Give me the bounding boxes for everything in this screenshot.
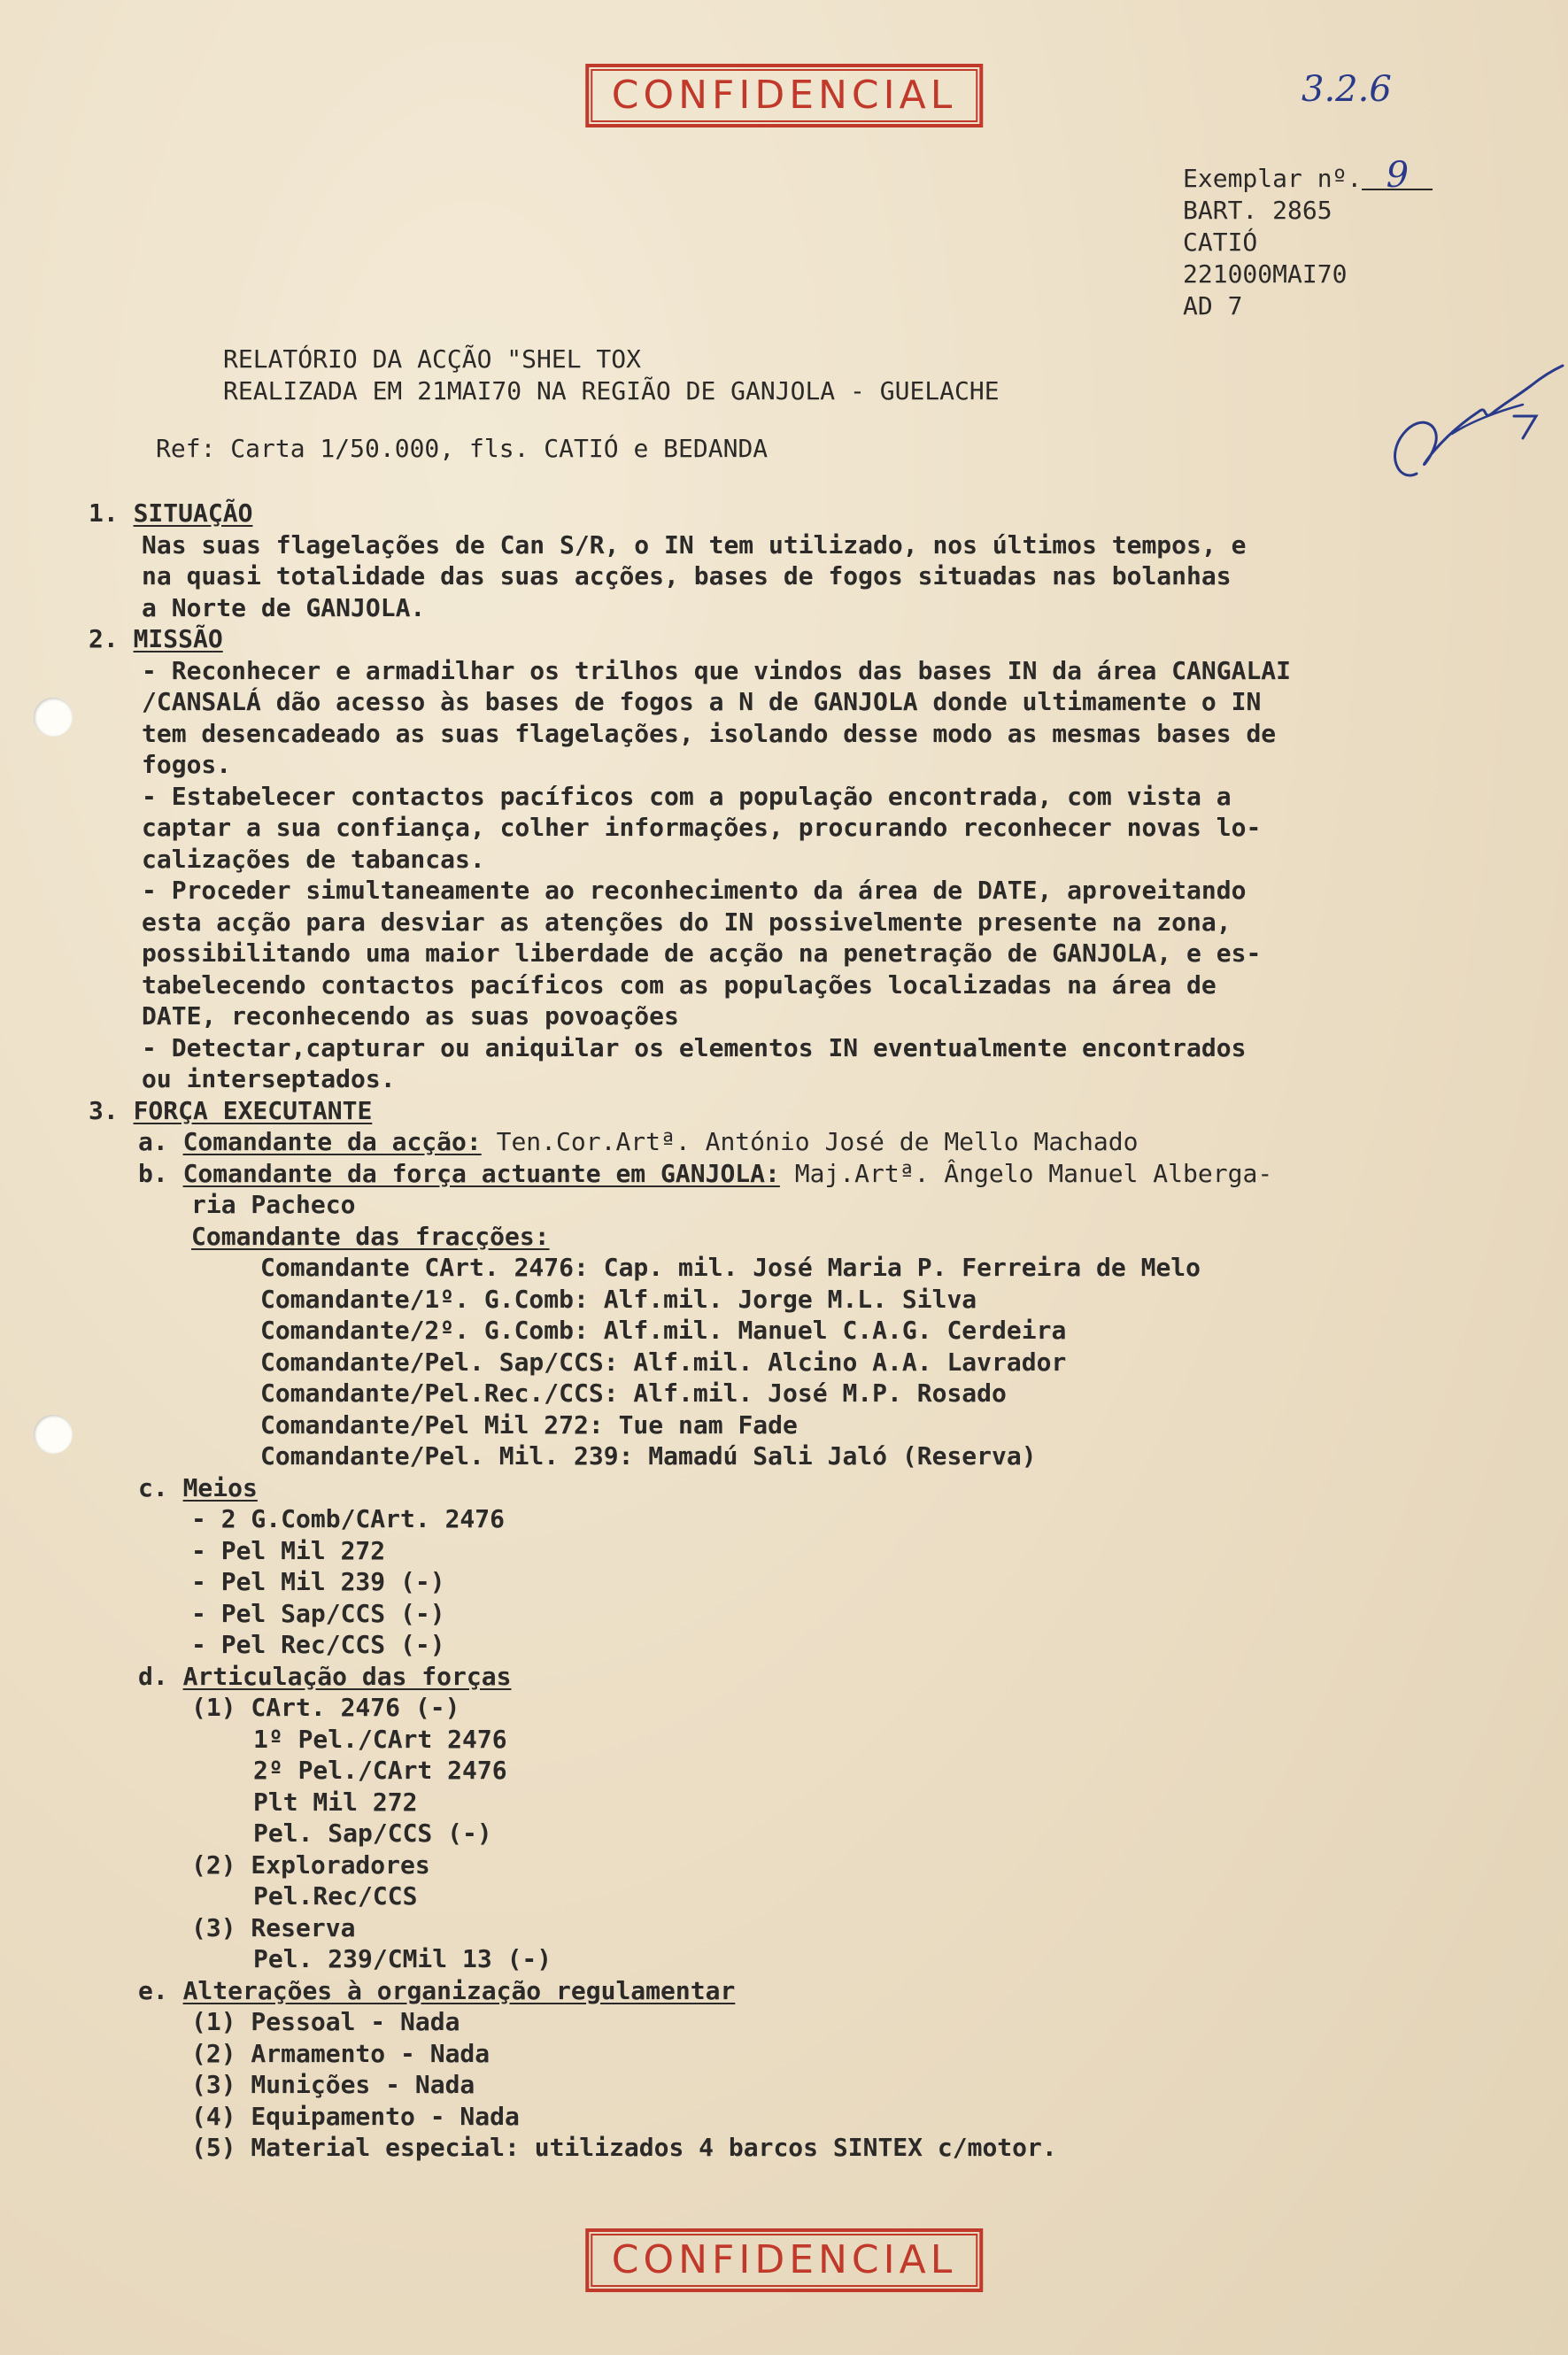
paragraph-line: - Estabelecer contactos pacíficos com a população encontrada, com vista a (142, 781, 1232, 811)
subsection-heading: Articulação das forças (182, 1661, 512, 1691)
subsection-a: a. Comandante da acção: Ten.Cor.Artª. António José de Mello Machado (138, 1127, 1139, 1156)
handwritten-reference: 3.2.6 (1302, 69, 1392, 110)
handwritten-signature (1381, 350, 1567, 491)
paragraph-line: tem desencadeado as suas flagelações, isolando desse modo as mesmas bases de (142, 718, 1277, 748)
title-line: RELATÓRIO DA ACÇÃO "SHEL TOX (223, 344, 642, 374)
section-missao: 2. MISSÃO (89, 624, 223, 653)
list-item: - 2 G.Comb/CArt. 2476 (191, 1504, 506, 1533)
paragraph-line: possibilitando uma maior liberdade de acção na penetração de GANJOLA, e es- (142, 938, 1262, 968)
subsection-heading: Meios (182, 1472, 258, 1502)
paragraph-line: DATE, reconhecendo as suas povoações (142, 1001, 679, 1031)
list-item: - Pel Mil 239 (-) (191, 1567, 445, 1596)
meta-line: CATIÓ (1183, 228, 1258, 257)
punch-hole (34, 698, 73, 737)
subsection-e: e. Alterações à organização regulamentar (138, 1975, 736, 2005)
list-item: - Pel Rec/CCS (-) (191, 1630, 445, 1659)
list-item: (4) Equipamento - Nada (191, 2101, 520, 2131)
paragraph-line: na quasi totalidade das suas acções, bases de fogos situadas nas bolanhas (142, 561, 1232, 591)
list-item: Comandante/Pel. Mil. 239: Mamadú Sali Jaló (Reserva) (260, 1441, 1037, 1471)
paragraph-line: /CANSALÁ dão acesso às bases de fogos a N de GANJOLA donde ultimamente o IN (142, 687, 1262, 716)
subsection-heading: Comandante da acção: (182, 1127, 482, 1156)
list-item: Pel. Sap/CCS (-) (253, 1818, 492, 1848)
section-heading: MISSÃO (133, 624, 223, 653)
section-situacao: 1. SITUAÇÃO (89, 498, 253, 528)
paragraph-line: captar a sua confiança, colher informações, procurando reconhecer novas lo- (142, 813, 1262, 842)
paragraph-line: - Proceder simultaneamente ao reconhecimento da área de DATE, aproveitando (142, 876, 1247, 905)
paragraph-line: ou interseptados. (142, 1064, 396, 1093)
list-item: Comandante/Pel.Rec./CCS: Alf.mil. José M.P. Rosado (260, 1378, 1007, 1408)
list-item: - Pel Sap/CCS (-) (191, 1598, 445, 1628)
map-reference: Ref: Carta 1/50.000, fls. CATIÓ e BEDANDA (156, 434, 769, 463)
report-body (89, 498, 1505, 2164)
paragraph-line: tabelecendo contactos pacíficos com as populações localizadas na área de (142, 969, 1217, 1000)
list-item: 2º Pel./CArt 2476 (253, 1756, 507, 1785)
list-item: Plt Mil 272 (253, 1787, 418, 1817)
subsection-d: d. Articulação das forças (138, 1661, 512, 1691)
subsection-b: b. Comandante da força actuante em GANJOLA: Maj.Artª. Ângelo Manuel Alberga- (138, 1158, 1273, 1188)
document-meta (1183, 155, 1433, 322)
list-item: Comandante/1º. G.Comb: Alf.mil. Jorge M.L. Silva (260, 1284, 977, 1314)
subsection-c: c. Meios (138, 1472, 258, 1502)
meta-line: BART. 2865 (1183, 196, 1332, 225)
punch-hole (34, 1415, 73, 1454)
list-item: (3) Munições - Nada (191, 2070, 475, 2099)
section-heading: FORÇA EXECUTANTE (133, 1095, 373, 1125)
paragraph-line: Nas suas flagelações de Can S/R, o IN tem utilizado, nos últimos tempos, e (142, 529, 1247, 560)
list-item: (5) Material especial: utilizados 4 barcos SINTEX c/motor. (191, 2133, 1057, 2162)
report-title (223, 344, 1000, 407)
section-heading: SITUAÇÃO (133, 498, 253, 528)
exemplar-line: Exemplar nº. 9 (1183, 162, 1433, 195)
paragraph-line: - Detectar,capturar ou aniquilar os elementos IN eventualmente encontrados (142, 1032, 1247, 1062)
list-item: Comandante/2º. G.Comb: Alf.mil. Manuel C.A.G. Cerdeira (260, 1316, 1067, 1345)
paragraph-line: calizações de tabancas. (142, 844, 485, 874)
paragraph-line: - Reconhecer e armadilhar os trilhos que vindos das bases IN da área CANGALAI (142, 655, 1292, 685)
paragraph-line: ria Pacheco (191, 1190, 356, 1219)
subsection-heading: Comandante da força actuante em GANJOLA: (182, 1158, 780, 1188)
section-forca: 3. FORÇA EXECUTANTE (89, 1095, 373, 1125)
paragraph-line: fogos. (142, 750, 232, 779)
list-item: (1) CArt. 2476 (-) (191, 1693, 460, 1722)
list-item: Comandante/Pel. Sap/CCS: Alf.mil. Alcino A.A. Lavrador (260, 1347, 1067, 1377)
list-item: (1) Pessoal - Nada (191, 2007, 460, 2036)
exemplar-number: 9 (1362, 162, 1433, 190)
confidential-stamp-top: CONFIDENCIAL (585, 64, 983, 127)
list-item: Pel.Rec/CCS (253, 1881, 418, 1911)
paragraph-line: esta acção para desviar as atenções do IN possivelmente presente na zona, (142, 907, 1232, 937)
confidential-stamp-bottom: CONFIDENCIAL (585, 2228, 983, 2292)
title-line: REALIZADA EM 21MAI70 NA REGIÃO DE GANJOLA - GUELACHE (223, 376, 1000, 405)
list-item: - Pel Mil 272 (191, 1535, 386, 1565)
list-item: (3) Reserva (191, 1912, 356, 1942)
list-item: (2) Armamento - Nada (191, 2038, 490, 2068)
meta-line: AD 7 (1183, 291, 1243, 320)
fraccoes-heading: Comandante das fracções: (191, 1221, 550, 1251)
list-item: 1º Pel./CArt 2476 (253, 1724, 507, 1754)
subsection-heading: Alterações à organização regulamentar (182, 1975, 736, 2005)
list-item: Comandante/Pel Mil 272: Tue nam Fade (260, 1409, 798, 1440)
list-item: (2) Exploradores (191, 1849, 430, 1880)
paragraph-line: a Norte de GANJOLA. (142, 592, 426, 622)
list-item: Pel. 239/CMil 13 (-) (253, 1944, 552, 1973)
list-item: Comandante CArt. 2476: Cap. mil. José Maria P. Ferreira de Melo (260, 1253, 1201, 1282)
meta-line: 221000MAI70 (1183, 259, 1348, 289)
